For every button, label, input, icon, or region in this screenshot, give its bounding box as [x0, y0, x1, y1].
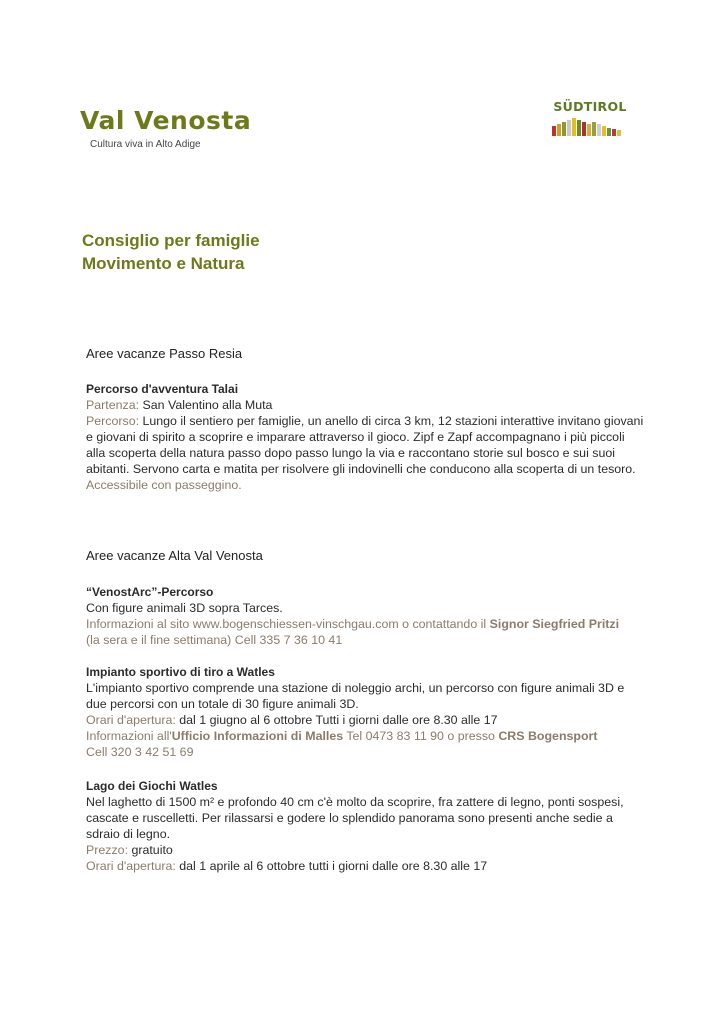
contact-name: Signor Siegfried Pritzi [489, 617, 620, 631]
start-line [86, 397, 646, 413]
section-heading-passo-resia: Aree vacanze Passo Resia [86, 346, 243, 361]
item-description: Nel laghetto di 1500 m² e profondo 40 cm c'è molto da scoprire, fra zattere di legno, ponti sospesi, cascate e ruscelletti. Per rilassarsi e godere lo splendido panorama sono presenti anche sedie a sdraio di legno. [86, 795, 624, 841]
info-suffix: (la sera e il fine settimana) Cell 335 7 36 10 41 [86, 633, 343, 647]
route-paragraph [86, 413, 646, 493]
brand-name: Val Venosta [80, 106, 252, 135]
item-description: L'impianto sportivo comprende una stazione di noleggio archi, un percorso con figure animali 3D e due percorsi con un totale di 30 figure animali 3D. [86, 681, 625, 711]
route-label: Percorso: [86, 414, 140, 428]
hours-value: dal 1 aprile al 6 ottobre tutti i giorni dalle ore 8.30 alle 17 [175, 859, 488, 873]
item-title: “VenostArc”-Percorso [86, 585, 214, 599]
item-impianto-tiro [86, 664, 646, 760]
section-heading-alta-val-venosta: Aree vacanze Alta Val Venosta [86, 548, 263, 563]
hours-line [86, 858, 646, 874]
item-venostarc [86, 584, 646, 648]
brand-tagline: Cultura viva in Alto Adige [90, 139, 201, 150]
mountain-stripes-icon [548, 117, 632, 139]
hours-line [86, 712, 646, 728]
office-name: Ufficio Informazioni di Malles [171, 729, 344, 743]
price-label: Prezzo: [86, 843, 129, 857]
val-venosta-logo [80, 106, 251, 150]
route-text: Lungo il sentiero per famiglie, un anello di circa 3 km, 12 stazioni interattive invitano giovani e giovani di spirito a scoprire e imparare attraverso il gioco. Zipf e Zapf accompagnano i più piccoli alla scoperta della natura passo dopo passo lungo la via e raccontano storie sul bosco e sui suoi abitanti. Servono carta e matita per risolvere gli indovinelli che conducono alla scoperta di un tesoro. [86, 414, 644, 476]
title-line-2: Movimento e Natura [82, 254, 245, 273]
item-percorso-talai [86, 381, 646, 493]
shop-name: CRS Bogensport [498, 729, 598, 743]
page-title [82, 229, 260, 275]
sudtirol-logo-text: SÜDTIROL [553, 99, 627, 114]
item-title: Lago dei Giochi Watles [86, 779, 218, 793]
sudtirol-logo [548, 100, 632, 146]
price-value: gratuito [128, 843, 173, 857]
info-line [86, 728, 646, 744]
start-value: San Valentino alla Muta [139, 398, 273, 412]
stroller-note: Accessibile con passeggino. [86, 478, 242, 492]
hours-label: Orari d'apertura: [86, 713, 176, 727]
title-line-1: Consiglio per famiglie [82, 231, 260, 250]
price-line [86, 842, 646, 858]
item-title: Percorso d'avventura Talai [86, 382, 239, 396]
info-mid: Tel 0473 83 11 90 o presso [343, 729, 499, 743]
item-title: Impianto sportivo di tiro a Watles [86, 665, 275, 679]
item-description: Con figure animali 3D sopra Tarces. [86, 601, 283, 615]
cell-number: Cell 320 3 42 51 69 [86, 745, 194, 759]
info-prefix: Informazioni all' [86, 729, 172, 743]
hours-label: Orari d'apertura: [86, 859, 176, 873]
info-prefix: Informazioni al sito www.bogenschiessen-vinschgau.com o contattando il [86, 617, 490, 631]
item-lago-giochi [86, 778, 646, 874]
hours-value: dal 1 giugno al 6 ottobre Tutti i giorni dalle ore 8.30 alle 17 [175, 713, 498, 727]
info-line [86, 616, 646, 632]
start-label: Partenza: [86, 398, 140, 412]
